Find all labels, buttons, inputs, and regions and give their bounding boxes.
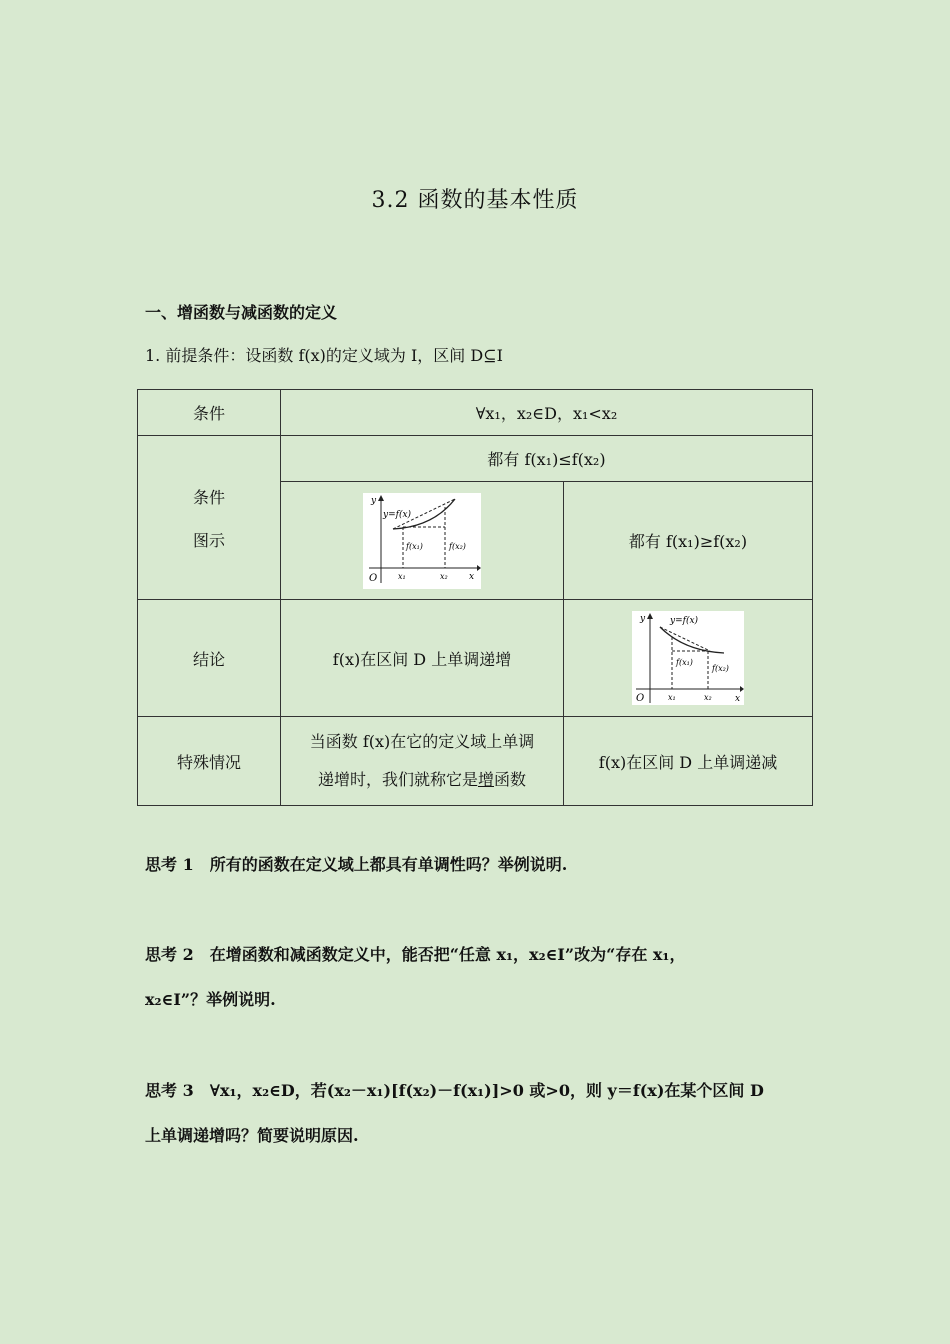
x1-label: x₁ — [668, 693, 676, 702]
special-line1: 当函数 f(x)在它的定义域上单调 — [309, 732, 535, 751]
y-label: y — [371, 495, 377, 506]
row-label-condition: 条件 — [138, 390, 281, 436]
think-text: ∀x₁，x₂∈D，若(x₂－x₁)[f(x₂)－f(x₁)]>0 或>0，则 y＝f(x)在某个区间 D — [209, 1081, 764, 1100]
increasing-graph — [363, 493, 481, 589]
x1-label: x₁ — [398, 571, 406, 581]
think-label: 思考 1 — [145, 855, 194, 874]
table-row — [138, 717, 813, 806]
think-text: 在增函数和减函数定义中，能否把“任意 x₁，x₂∈I”改为“存在 x₁， — [209, 945, 686, 964]
row-label-special: 特殊情况 — [138, 717, 281, 806]
x-axis-arrow — [740, 686, 744, 692]
conclusion-increasing: f(x)在区间 D 上单调递增 — [281, 600, 564, 717]
x2-label: x₂ — [704, 693, 712, 702]
decreasing-graph — [632, 611, 744, 705]
row-label-conclusion: 结论 — [138, 600, 281, 717]
think-label: 思考 2 — [145, 945, 194, 964]
think-label: 思考 3 — [145, 1081, 194, 1100]
row-label-line: 条件 — [192, 487, 225, 507]
premise-line: 1. 前提条件：设函数 f(x)的定义域为 I，区间 D⊆I — [145, 346, 503, 365]
table-row — [138, 600, 813, 717]
think-line — [145, 1068, 815, 1113]
think-question-3 — [145, 1068, 815, 1158]
think-line — [145, 932, 815, 977]
row-label-figure — [138, 436, 281, 600]
y-axis-arrow — [378, 495, 384, 501]
y-label: y — [640, 614, 646, 624]
special-underlined: 增 — [477, 770, 494, 789]
special-increasing — [281, 717, 564, 806]
section-heading: 一、增函数与减函数的定义 — [145, 303, 338, 322]
figure-cell-increasing — [281, 482, 564, 600]
special-line2 — [281, 761, 563, 799]
figure-cell-decreasing — [564, 600, 813, 717]
func-label: y=f(x) — [383, 509, 412, 520]
x-label: x — [469, 571, 475, 582]
x2-label: x₂ — [440, 571, 448, 581]
table-row — [138, 436, 813, 482]
fx2-label: f(x₂) — [712, 664, 729, 673]
fx1-label: f(x₁) — [676, 658, 693, 667]
think-line: x₂∈I”？举例说明. — [145, 990, 276, 1009]
special-line2-text: 递增时，我们就称它是 — [317, 770, 478, 789]
x-axis-arrow — [477, 565, 481, 571]
origin-label: O — [636, 693, 645, 704]
think-line: 上单调递增吗？简要说明原因. — [145, 1126, 359, 1145]
curve — [660, 627, 724, 653]
row-label-line: 图示 — [192, 530, 225, 550]
func-label: y=f(x) — [670, 616, 699, 626]
special-line2-end: 函数 — [494, 770, 527, 789]
y-axis-arrow — [647, 613, 653, 619]
fx2-label: f(x₂) — [449, 541, 466, 551]
condition-value: ∀x₁，x₂∈D，x₁<x₂ — [281, 390, 813, 436]
condition-decreasing: 都有 f(x₁)≥f(x₂) — [564, 482, 813, 600]
definition-table — [137, 389, 813, 806]
x-label: x — [735, 694, 741, 704]
page-title: 3.2 函数的基本性质 — [371, 188, 579, 213]
fx1-label: f(x₁) — [406, 541, 423, 551]
condition-increasing: 都有 f(x₁)≤f(x₂) — [281, 436, 813, 482]
origin-label: O — [369, 572, 378, 584]
think-question-1 — [145, 842, 815, 887]
table-row — [138, 390, 813, 436]
think-text: 所有的函数在定义域上都具有单调性吗？举例说明. — [209, 855, 568, 874]
think-question-2 — [145, 932, 815, 1022]
secant-line — [660, 627, 710, 651]
special-decreasing: f(x)在区间 D 上单调递减 — [564, 717, 813, 806]
